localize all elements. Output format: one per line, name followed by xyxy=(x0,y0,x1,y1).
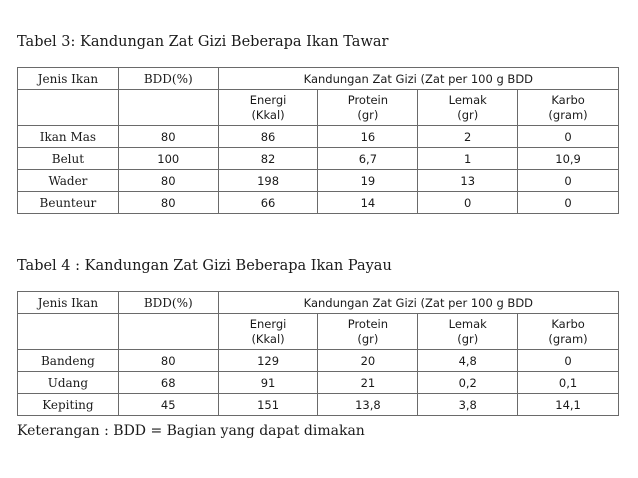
table4-sub-lemak-l2: (gr) xyxy=(457,331,479,346)
table3-cell-bdd: 80 xyxy=(118,192,218,214)
table3-sub-energi-l1: Energi xyxy=(249,92,287,107)
table4-header-jenis: Jenis Ikan xyxy=(18,292,119,314)
table3-cell-lemak: 1 xyxy=(418,148,518,170)
table4-cell-energi: 151 xyxy=(218,394,318,416)
table3-cell-karbo: 0 xyxy=(518,126,619,148)
table4-sub-karbo-l1: Karbo xyxy=(551,316,585,331)
table4-cell-protein: 20 xyxy=(318,350,418,372)
table3-cell-energi: 82 xyxy=(218,148,318,170)
table3-header-row xyxy=(18,68,619,90)
table4-caption: Tabel 4 : Kandungan Zat Gizi Beberapa Ikan Payau xyxy=(17,258,392,274)
table3-sub-protein xyxy=(318,90,418,126)
table3-sub-lemak-l2: (gr) xyxy=(457,107,479,122)
table4-sub-energi-l2: (Kkal) xyxy=(251,331,285,346)
table3-cell-energi: 198 xyxy=(218,170,318,192)
table3-cell-lemak: 0 xyxy=(418,192,518,214)
table3-header-group: Kandungan Zat Gizi (Zat per 100 g BDD xyxy=(218,68,618,90)
table3-cell-protein: 19 xyxy=(318,170,418,192)
table3-subheader-row xyxy=(18,90,619,126)
table4-cell-energi: 129 xyxy=(218,350,318,372)
table3-cell-energi: 66 xyxy=(218,192,318,214)
table3-sub-lemak-l1: Lemak xyxy=(448,92,487,107)
table4-subheader-row xyxy=(18,314,619,350)
table4-sub-protein xyxy=(318,314,418,350)
table4-cell-lemak: 3,8 xyxy=(418,394,518,416)
table-row xyxy=(18,350,619,372)
table4-cell-lemak: 0,2 xyxy=(418,372,518,394)
table4-cell-protein: 21 xyxy=(318,372,418,394)
table-row xyxy=(18,148,619,170)
table3-cell-lemak: 13 xyxy=(418,170,518,192)
table3-sub-lemak xyxy=(418,90,518,126)
table4-sub-lemak xyxy=(418,314,518,350)
table3-header-bdd: BDD(%) xyxy=(118,68,218,90)
table4-header-row xyxy=(18,292,619,314)
table4-cell-protein: 13,8 xyxy=(318,394,418,416)
table3-sub-karbo-l1: Karbo xyxy=(551,92,585,107)
table3-sub-energi-l2: (Kkal) xyxy=(251,107,285,122)
table4-sub-karbo xyxy=(518,314,619,350)
table4-sub-energi-l1: Energi xyxy=(249,316,287,331)
table-row xyxy=(18,394,619,416)
table4-header-group: Kandungan Zat Gizi (Zat per 100 g BDD xyxy=(218,292,618,314)
table-row xyxy=(18,126,619,148)
table3-sub-energi xyxy=(218,90,318,126)
table4-sub-protein-l1: Protein xyxy=(347,316,389,331)
table4-cell-karbo: 14,1 xyxy=(518,394,619,416)
table4-cell-energi: 91 xyxy=(218,372,318,394)
table3-cell-jenis: Belut xyxy=(18,148,119,170)
table3-sub-empty-1 xyxy=(18,90,119,126)
table4-sub-empty-2 xyxy=(118,314,218,350)
table4-sub-protein-l2: (gr) xyxy=(357,331,379,346)
table4-sub-lemak-l1: Lemak xyxy=(448,316,487,331)
table4-cell-bdd: 45 xyxy=(118,394,218,416)
table3-cell-bdd: 80 xyxy=(118,170,218,192)
table3-sub-karbo xyxy=(518,90,619,126)
table-row xyxy=(18,372,619,394)
table4-cell-jenis: Kepiting xyxy=(18,394,119,416)
table3-sub-karbo-l2: (gram) xyxy=(548,107,588,122)
table3-cell-jenis: Wader xyxy=(18,170,119,192)
table4-cell-jenis: Udang xyxy=(18,372,119,394)
table3 xyxy=(17,67,619,214)
table3-cell-karbo: 10,9 xyxy=(518,148,619,170)
table3-cell-bdd: 100 xyxy=(118,148,218,170)
table3-cell-bdd: 80 xyxy=(118,126,218,148)
table4-cell-lemak: 4,8 xyxy=(418,350,518,372)
table-row xyxy=(18,192,619,214)
footnote: Keterangan : BDD = Bagian yang dapat dimakan xyxy=(17,423,365,439)
table3-sub-protein-l1: Protein xyxy=(347,92,389,107)
table4-cell-bdd: 68 xyxy=(118,372,218,394)
table4-cell-bdd: 80 xyxy=(118,350,218,372)
table3-cell-energi: 86 xyxy=(218,126,318,148)
table4 xyxy=(17,291,619,416)
table3-cell-lemak: 2 xyxy=(418,126,518,148)
table3-cell-jenis: Beunteur xyxy=(18,192,119,214)
table3-sub-empty-2 xyxy=(118,90,218,126)
table4-sub-empty-1 xyxy=(18,314,119,350)
table3-sub-protein-l2: (gr) xyxy=(357,107,379,122)
table3-header-jenis: Jenis Ikan xyxy=(18,68,119,90)
table4-header-bdd: BDD(%) xyxy=(118,292,218,314)
table3-cell-protein: 6,7 xyxy=(318,148,418,170)
table3-cell-jenis: Ikan Mas xyxy=(18,126,119,148)
table3-caption: Tabel 3: Kandungan Zat Gizi Beberapa Ikan Tawar xyxy=(17,34,389,50)
table3-cell-protein: 16 xyxy=(318,126,418,148)
table3-cell-karbo: 0 xyxy=(518,170,619,192)
table-row xyxy=(18,170,619,192)
table4-sub-energi xyxy=(218,314,318,350)
table4-cell-jenis: Bandeng xyxy=(18,350,119,372)
table3-cell-protein: 14 xyxy=(318,192,418,214)
table4-cell-karbo: 0 xyxy=(518,350,619,372)
table4-sub-karbo-l2: (gram) xyxy=(548,331,588,346)
table4-cell-karbo: 0,1 xyxy=(518,372,619,394)
table3-cell-karbo: 0 xyxy=(518,192,619,214)
